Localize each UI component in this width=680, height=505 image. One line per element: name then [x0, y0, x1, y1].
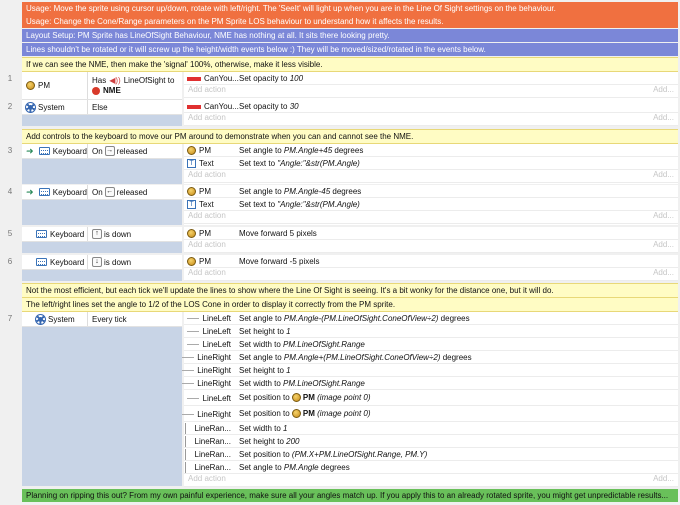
event-number: 7 [7, 314, 13, 323]
action-object-name: PM [199, 146, 211, 155]
action-object-name: Text [199, 200, 214, 209]
condition-object-name: Keyboard [52, 146, 87, 156]
action-object-name: LineLeft [202, 314, 231, 323]
line-sprite-icon [182, 414, 194, 415]
trigger-arrow-icon: ➜ [26, 145, 34, 156]
action-suffix: degrees [332, 146, 364, 155]
action-label: Set angle to [239, 314, 284, 323]
add-action-link[interactable]: Add action [188, 85, 226, 94]
add-more-link[interactable]: Add... [653, 211, 674, 220]
action-object-name: PM [199, 187, 211, 196]
comment-planning[interactable]: Planning on ripping this out? From my own painful experience, make sure all your angles match up. If you apply this to an already rotated sprite, you might get unpredictable results... [22, 489, 678, 502]
down-arrow-key-icon: ↓ [92, 257, 102, 267]
condition-text[interactable] [89, 72, 182, 99]
action-text[interactable] [238, 422, 678, 435]
action-label: Set position to [239, 450, 292, 459]
action-value: 1 [283, 424, 288, 433]
action-object-name: CanYou... [204, 102, 239, 111]
condition-object[interactable] [22, 185, 88, 199]
action-target: PM [302, 409, 315, 418]
nme-sprite-icon [92, 87, 100, 95]
action-value: 30 [289, 102, 299, 111]
add-action-row[interactable] [184, 240, 678, 253]
signal-icon: ◀)) [109, 76, 121, 85]
action-value: 1 [286, 327, 291, 336]
pm-sprite-icon [26, 81, 35, 90]
action-object[interactable] [184, 448, 234, 461]
event-conditions[interactable] [22, 185, 182, 225]
condition-object-name: System [38, 102, 65, 112]
action-label: Set height to [239, 437, 287, 446]
action-label: Move forward 5 pixels [239, 229, 317, 238]
action-object-name: LineRan... [194, 463, 231, 472]
action-row[interactable] [184, 325, 678, 338]
action-value: "Angle:"&str(PM.Angle) [277, 200, 360, 209]
keyboard-icon [36, 230, 47, 238]
condition-object-name: System [48, 314, 75, 324]
action-value: 100 [289, 74, 304, 83]
condition-label: Else [92, 102, 108, 112]
condition-row[interactable] [22, 144, 182, 159]
action-object-name: PM [199, 257, 211, 266]
action-text[interactable] [238, 312, 678, 325]
condition-row[interactable] [22, 185, 182, 200]
add-more-link[interactable]: Add... [653, 113, 674, 122]
event-conditions[interactable] [22, 227, 182, 253]
action-object-name: LineRight [197, 353, 231, 362]
action-row[interactable] [184, 461, 678, 474]
text-object-icon: T [187, 200, 196, 209]
event-1[interactable] [0, 72, 680, 100]
event-conditions[interactable] [22, 255, 182, 281]
action-label: Move forward -5 pixels [239, 257, 320, 266]
action-value: PM.Angle+45 [283, 146, 333, 155]
event-number: 3 [7, 146, 13, 155]
condition-state: released [116, 146, 148, 156]
pm-sprite-icon [292, 409, 301, 418]
line-sprite-icon [187, 344, 199, 345]
event-4[interactable] [0, 185, 680, 225]
action-value: PM.Angle-45 [283, 187, 331, 196]
action-row[interactable] [184, 377, 678, 390]
add-action-link[interactable]: Add action [188, 170, 226, 179]
action-object[interactable] [184, 338, 234, 351]
event-number: 2 [7, 102, 13, 111]
event-7[interactable] [0, 312, 680, 486]
action-label: Set opacity to [239, 102, 290, 111]
action-suffix: (image point 0) [314, 409, 371, 418]
add-more-link[interactable]: Add... [653, 85, 674, 94]
condition-los: LineOfSight to [123, 76, 175, 85]
right-arrow-key-icon: → [106, 147, 114, 154]
action-row[interactable] [184, 255, 678, 268]
action-text[interactable] [238, 448, 678, 461]
add-more-link[interactable]: Add... [653, 170, 674, 179]
action-text[interactable] [238, 185, 678, 198]
condition-row[interactable] [22, 72, 182, 100]
action-row[interactable] [184, 185, 678, 198]
action-suffix: degrees [330, 187, 362, 196]
action-label: Set width to [239, 379, 284, 388]
condition-has: Has [92, 76, 107, 85]
trigger-arrow-icon: ➜ [26, 186, 34, 197]
action-suffix: (image point 0) [314, 393, 371, 402]
pm-sprite-icon [187, 146, 196, 155]
range-line-icon [185, 423, 186, 434]
condition-target: NME [103, 86, 121, 95]
condition-on: On [92, 187, 103, 197]
action-object-name: LineLeft [202, 327, 231, 336]
text-object-icon: T [187, 159, 196, 168]
add-action-row[interactable] [184, 211, 678, 224]
add-action-row[interactable] [184, 85, 678, 98]
action-text[interactable] [238, 364, 678, 377]
action-label: Set height to [239, 327, 287, 336]
event-actions [184, 185, 678, 225]
condition-object[interactable] [22, 312, 88, 326]
action-row[interactable] [184, 144, 678, 157]
condition-text[interactable] [89, 312, 182, 326]
pm-sprite-icon [292, 393, 301, 402]
add-action-link[interactable]: Add action [188, 240, 226, 249]
condition-label: Every tick [92, 314, 127, 324]
event-number: 6 [7, 257, 13, 266]
condition-object-name: Keyboard [52, 187, 87, 197]
add-more-link[interactable]: Add... [653, 268, 674, 277]
event-conditions[interactable] [22, 312, 182, 486]
gear-icon [26, 103, 35, 112]
action-value: 200 [286, 437, 300, 446]
action-text[interactable] [238, 100, 678, 113]
condition-state: released [116, 187, 148, 197]
action-value: PM.LineOfSight.Range [283, 340, 365, 349]
action-text[interactable] [238, 351, 678, 364]
action-object[interactable] [184, 422, 234, 435]
condition-row[interactable] [22, 312, 182, 327]
comment-usage-parameters[interactable]: Usage: Change the Cone/Range parameters on the PM Sprite LOS behaviour to understand how it affects the results. [22, 15, 678, 28]
action-suffix: degrees [438, 314, 470, 323]
action-object-name: LineRight [197, 379, 231, 388]
action-object[interactable] [184, 377, 234, 390]
action-value: PM.Angle+(PM.LineOfSight.ConeOfView÷2) [283, 353, 441, 362]
action-object-name: PM [199, 229, 211, 238]
sprite-icon [187, 105, 201, 109]
range-line-icon [185, 462, 186, 473]
action-object[interactable] [184, 364, 234, 377]
action-text[interactable] [238, 390, 678, 406]
condition-text[interactable] [89, 144, 182, 158]
action-row[interactable] [184, 312, 678, 325]
action-object-name: LineLeft [202, 340, 231, 349]
line-sprite-icon [187, 318, 199, 319]
action-object[interactable] [184, 351, 234, 364]
action-target: PM [302, 393, 315, 402]
action-object-name: Text [199, 159, 214, 168]
action-row[interactable] [184, 406, 678, 422]
condition-row[interactable] [22, 227, 182, 242]
condition-state: is down [104, 229, 132, 239]
action-row[interactable] [184, 448, 678, 461]
action-text[interactable] [238, 144, 678, 157]
comment-visibility[interactable]: If we can see the NME, then make the 'signal' 100%, otherwise, make it less visible. [22, 57, 678, 72]
condition-object[interactable] [22, 255, 88, 269]
condition-text[interactable] [89, 255, 182, 269]
sprite-icon [187, 77, 201, 81]
action-object-name: LineRan... [194, 424, 231, 433]
keyboard-icon [39, 147, 50, 155]
add-more-link[interactable]: Add... [653, 474, 674, 483]
action-text[interactable] [238, 198, 678, 211]
action-text[interactable] [238, 435, 678, 448]
event-number: 1 [7, 74, 13, 83]
action-label: Set height to [239, 366, 287, 375]
event-actions [184, 312, 678, 486]
action-suffix: degrees [440, 353, 472, 362]
action-text[interactable] [238, 255, 678, 268]
action-object-name: LineRight [197, 366, 231, 375]
action-object[interactable] [184, 144, 234, 157]
comment-usage-controls[interactable]: Usage: Move the sprite using cursor up/down, rotate with left/right. The 'SeeIt' will light up when you are in the Line Of Sight settings on the behaviour. [22, 2, 678, 15]
action-text[interactable] [238, 338, 678, 351]
condition-text[interactable] [89, 185, 182, 199]
action-object[interactable] [184, 227, 234, 240]
action-row[interactable] [184, 435, 678, 448]
action-row[interactable] [184, 390, 678, 406]
action-label: Set width to [239, 340, 284, 349]
add-action-row[interactable] [184, 113, 678, 126]
event-actions [184, 144, 678, 184]
action-row[interactable] [184, 351, 678, 364]
event-actions [184, 100, 678, 126]
action-text[interactable] [238, 227, 678, 240]
up-arrow-key-icon: ↑ [92, 229, 102, 239]
comment-every-tick[interactable]: Not the most efficient, but each tick we'll update the lines to show where the Line Of Sight is seeing. It's a bit wonky for the distance one, but it will do. [22, 283, 678, 298]
action-object[interactable] [184, 461, 234, 474]
action-label: Set position to [239, 393, 292, 402]
action-object[interactable] [184, 198, 234, 211]
action-row[interactable] [184, 364, 678, 377]
add-action-link[interactable]: Add action [188, 211, 226, 220]
pm-sprite-icon [187, 187, 196, 196]
action-object-name: LineRan... [194, 437, 231, 446]
action-label: Set angle to [239, 463, 284, 472]
action-label: Set text to [239, 159, 278, 168]
left-arrow-key-icon: ← [106, 188, 114, 195]
action-label: Set position to [239, 409, 292, 418]
condition-row[interactable] [22, 255, 182, 270]
condition-object[interactable] [22, 227, 88, 241]
action-label: Set width to [239, 424, 284, 433]
line-sprite-icon [187, 398, 199, 399]
condition-text[interactable] [89, 100, 182, 114]
condition-object[interactable] [22, 144, 88, 158]
event-conditions[interactable] [22, 72, 182, 100]
line-sprite-icon [182, 370, 194, 371]
action-object[interactable] [184, 72, 239, 85]
event-5[interactable] [0, 227, 680, 253]
event-6[interactable] [0, 255, 680, 281]
event-conditions[interactable] [22, 144, 182, 184]
action-object[interactable] [184, 325, 234, 338]
action-label: Set angle to [239, 353, 284, 362]
keyboard-icon [36, 258, 47, 266]
event-conditions[interactable] [22, 100, 182, 126]
add-action-link[interactable]: Add action [188, 474, 226, 483]
action-value: PM.Angle [283, 463, 319, 472]
keyboard-icon [39, 188, 50, 196]
action-object-name: LineLeft [202, 393, 231, 403]
event-actions [184, 227, 678, 253]
comment-lines-note[interactable]: Lines shouldn't be rotated or it will screw up the height/width events below :) They will be moved/sized/rotated in the events below. [22, 43, 678, 56]
action-text[interactable] [238, 406, 678, 422]
add-action-row[interactable] [184, 474, 678, 487]
condition-state: is down [104, 257, 132, 267]
pm-sprite-icon [187, 229, 196, 238]
gear-icon [36, 315, 45, 324]
action-row[interactable] [184, 422, 678, 435]
action-value: (PM.X+PM.LineOfSight.Range, PM.Y) [291, 450, 428, 459]
action-object[interactable] [184, 157, 234, 170]
event-actions [184, 255, 678, 281]
event-3[interactable] [0, 144, 680, 184]
event-actions [184, 72, 678, 100]
action-label: Set text to [239, 200, 278, 209]
action-row[interactable] [184, 198, 678, 211]
action-label: Set angle to [239, 187, 284, 196]
line-sprite-icon [182, 383, 194, 384]
action-value: "Angle:"&str(PM.Angle) [277, 159, 360, 168]
add-action-link[interactable]: Add action [188, 113, 226, 122]
add-action-row[interactable] [184, 268, 678, 281]
condition-object-name: Keyboard [50, 229, 85, 239]
action-text[interactable] [238, 377, 678, 390]
action-object[interactable] [184, 255, 234, 268]
action-value: PM.LineOfSight.Range [283, 379, 365, 388]
action-row[interactable] [184, 338, 678, 351]
range-line-icon [185, 449, 186, 460]
action-object-name: CanYou... [204, 74, 239, 83]
add-more-link[interactable]: Add... [653, 240, 674, 249]
action-object[interactable] [184, 435, 234, 448]
line-sprite-icon [187, 331, 199, 332]
action-label: Set opacity to [239, 74, 290, 83]
event-2[interactable] [0, 100, 680, 126]
action-value: 1 [286, 366, 291, 375]
range-line-icon [185, 436, 186, 447]
action-suffix: degrees [318, 463, 350, 472]
action-value: PM.Angle-(PM.LineOfSight.ConeOfView÷2) [283, 314, 439, 323]
action-row[interactable] [184, 100, 678, 113]
action-object[interactable] [184, 406, 234, 422]
action-object-name: LineRan... [194, 450, 231, 459]
condition-object-name: PM [38, 81, 50, 90]
action-row[interactable] [184, 227, 678, 240]
condition-object-name: Keyboard [50, 257, 85, 267]
line-sprite-icon [182, 357, 194, 358]
action-object[interactable] [184, 100, 239, 113]
condition-object[interactable] [22, 100, 88, 114]
event-number: 5 [7, 229, 13, 238]
add-action-row[interactable] [184, 170, 678, 183]
condition-text[interactable] [89, 227, 182, 241]
action-text[interactable] [238, 461, 678, 474]
action-object[interactable] [184, 390, 234, 406]
action-text[interactable] [238, 72, 678, 85]
condition-object[interactable] [22, 72, 88, 99]
comment-layout-setup[interactable]: Layout Setup: PM Sprite has LineOfSight Behaviour, NME has nothing at all. It sits there looking pretty. [22, 29, 678, 42]
condition-on: On [92, 146, 103, 156]
action-text[interactable] [238, 325, 678, 338]
condition-row[interactable] [22, 100, 182, 115]
pm-sprite-icon [187, 257, 196, 266]
action-row[interactable] [184, 157, 678, 170]
action-object-name: LineRight [197, 409, 231, 419]
event-number: 4 [7, 187, 13, 196]
action-row[interactable] [184, 72, 678, 85]
action-object[interactable] [184, 312, 234, 325]
add-action-link[interactable]: Add action [188, 268, 226, 277]
comment-keyboard-controls[interactable]: Add controls to the keyboard to move our PM around to demonstrate when you can and cannot see the NME. [22, 129, 678, 144]
action-label: Set angle to [239, 146, 284, 155]
action-object[interactable] [184, 185, 234, 198]
comment-cone-angle[interactable]: The left/right lines set the angle to 1/2 of the LOS Cone in order to display it correctly from the PM sprite. [22, 297, 678, 312]
action-text[interactable] [238, 157, 678, 170]
